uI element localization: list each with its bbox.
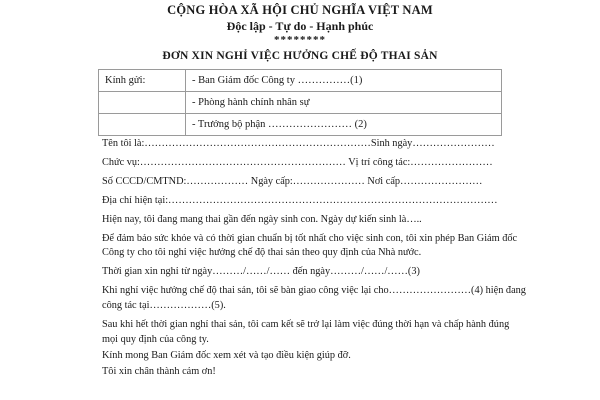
paragraph-request-line2: Công ty cho tôi nghỉ việc hưởng chế độ thai sản theo quy định của Nhà nước.	[102, 247, 422, 258]
recipients-label-empty	[99, 92, 186, 114]
recipient-item: - Ban Giám đốc Công ty ……………(1)	[186, 70, 502, 92]
field-position: Chức vụ:…………………………………………………… Vị trí công tác:……………………	[102, 157, 493, 168]
field-name-birthdate: Tên tôi là:…………………………………………………………Sinh ngày……………………	[102, 138, 495, 149]
paragraph-request-consideration: Kính mong Ban Giám đốc xem xét và tạo điều kiện giúp đỡ.	[102, 350, 351, 361]
paragraph-request-line1: Để đảm bảo sức khỏe và có thời gian chuẩn bị tốt nhất cho việc sinh con, tôi xin phép Ban Giám đốc	[102, 233, 518, 244]
paragraph-commit-line2: mọi quy định của công ty.	[102, 334, 209, 345]
document-title: ĐƠN XIN NGHỈ VIỆC HƯỞNG CHẾ ĐỘ THAI SẢN	[162, 50, 438, 62]
decorative-stars: ********	[274, 34, 326, 46]
country-heading: CỘNG HÒA XÃ HỘI CHỦ NGHĨA VIỆT NAM	[167, 3, 433, 17]
recipients-table	[98, 69, 502, 136]
field-id-number: Số CCCD/CMTND:……………… Ngày cấp:………………… Nơi cấp……………………	[102, 176, 483, 187]
recipient-item: - Phòng hành chính nhân sự	[186, 92, 502, 114]
paragraph-leave-period: Thời gian xin nghỉ từ ngày………/……/…… đến ngày………/……/……(3)	[102, 266, 420, 277]
paragraph-thanks: Tôi xin chân thành cảm ơn!	[102, 366, 216, 377]
recipients-label-empty	[99, 114, 186, 136]
paragraph-commit-line1: Sau khi hết thời gian nghỉ thai sản, tôi cam kết sẽ trở lại làm việc đúng thời hạn và chấp hành đúng	[102, 319, 510, 330]
paragraph-handover-line2: công tác tại………………(5).	[102, 300, 226, 311]
recipient-item: - Trưởng bộ phận …………………… (2)	[186, 114, 502, 136]
paragraph-handover-line1: Khi nghỉ việc hưởng chế độ thai sản, tôi sẽ bàn giao công việc lại cho……………………(4) hiện đang	[102, 285, 526, 296]
recipients-label: Kính gửi:	[99, 70, 186, 92]
motto: Độc lập - Tự do - Hạnh phúc	[226, 19, 374, 33]
paragraph-pregnancy: Hiện nay, tôi đang mang thai gần đến ngày sinh con. Ngày dự kiến sinh là…..	[102, 214, 422, 225]
field-address: Địa chỉ hiện tại:……………………………………………………………………………………	[102, 195, 498, 206]
